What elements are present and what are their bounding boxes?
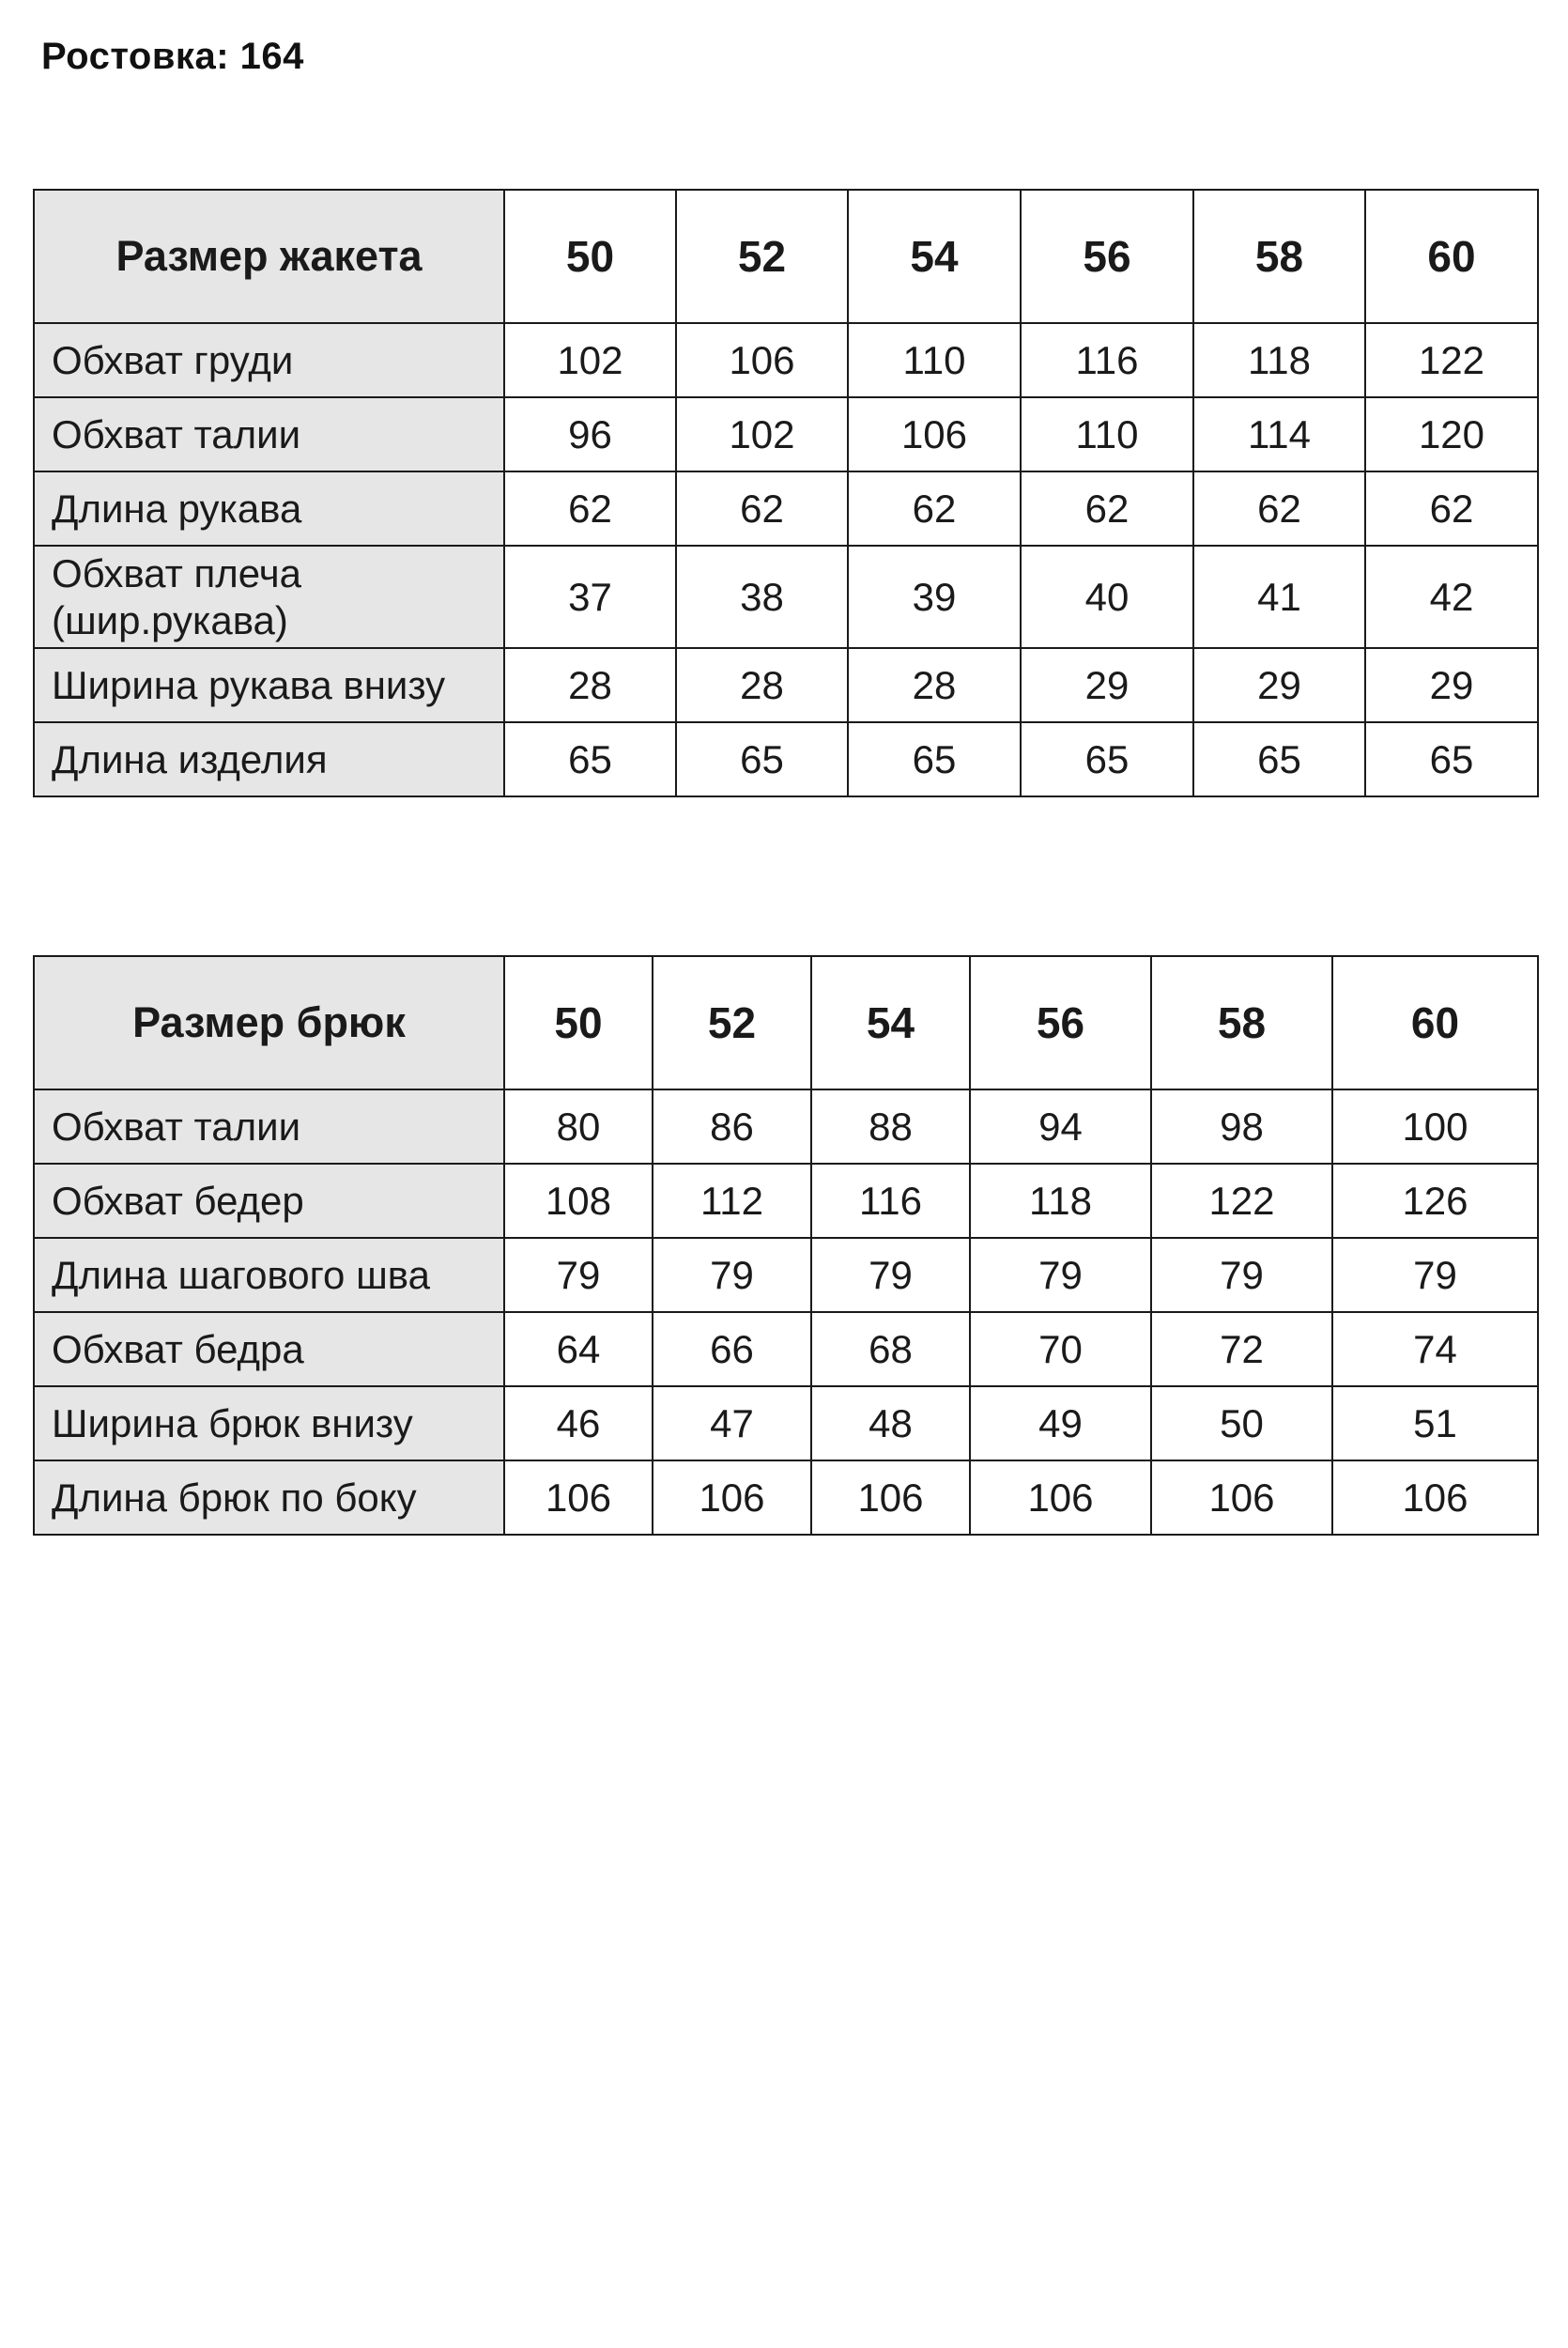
pants-measurement-cell: 86 — [653, 1089, 811, 1164]
pants-measurement-cell: 112 — [653, 1164, 811, 1238]
pants-measurement-cell: 106 — [1332, 1460, 1538, 1535]
jacket-measurement-cell: 62 — [848, 471, 1021, 546]
pants-size-table — [33, 955, 1539, 1536]
pants-table-row — [34, 1386, 1538, 1460]
pants-header-label: Размер брюк — [34, 956, 504, 1089]
jacket-measurement-cell: 116 — [1021, 323, 1193, 397]
pants-size-header: 58 — [1151, 956, 1332, 1089]
jacket-table-row — [34, 722, 1538, 796]
jacket-measurement-cell: 65 — [1021, 722, 1193, 796]
jacket-measurement-cell: 62 — [1021, 471, 1193, 546]
jacket-row-label: Длина изделия — [34, 722, 504, 796]
page-title: Ростовка: 164 — [41, 36, 304, 77]
pants-header-row — [34, 956, 1538, 1089]
pants-table-row — [34, 1312, 1538, 1386]
jacket-measurement-cell: 65 — [848, 722, 1021, 796]
jacket-size-header: 56 — [1021, 190, 1193, 323]
pants-measurement-cell: 106 — [504, 1460, 653, 1535]
jacket-measurement-cell: 41 — [1193, 546, 1365, 648]
jacket-measurement-cell: 102 — [676, 397, 848, 471]
pants-measurement-cell: 98 — [1151, 1089, 1332, 1164]
jacket-table-row — [34, 648, 1538, 722]
pants-size-header: 60 — [1332, 956, 1538, 1089]
pants-measurement-cell: 88 — [811, 1089, 970, 1164]
jacket-measurement-cell: 62 — [676, 471, 848, 546]
pants-measurement-cell: 118 — [970, 1164, 1151, 1238]
jacket-row-label: Обхват плеча (шир.рукава) — [34, 546, 504, 648]
jacket-row-label: Ширина рукава внизу — [34, 648, 504, 722]
pants-size-header: 54 — [811, 956, 970, 1089]
jacket-measurement-cell: 39 — [848, 546, 1021, 648]
jacket-measurement-cell: 110 — [848, 323, 1021, 397]
jacket-measurement-cell: 38 — [676, 546, 848, 648]
jacket-size-header: 60 — [1365, 190, 1538, 323]
pants-measurement-cell: 79 — [811, 1238, 970, 1312]
pants-measurement-cell: 108 — [504, 1164, 653, 1238]
pants-measurement-cell: 70 — [970, 1312, 1151, 1386]
pants-table-body — [34, 956, 1538, 1535]
pants-row-label: Длина брюк по боку — [34, 1460, 504, 1535]
jacket-measurement-cell: 29 — [1021, 648, 1193, 722]
pants-size-header: 56 — [970, 956, 1151, 1089]
jacket-table-row — [34, 397, 1538, 471]
jacket-measurement-cell: 65 — [1193, 722, 1365, 796]
jacket-size-header: 54 — [848, 190, 1021, 323]
pants-table-row — [34, 1238, 1538, 1312]
jacket-measurement-cell: 106 — [676, 323, 848, 397]
jacket-measurement-cell: 62 — [1365, 471, 1538, 546]
jacket-measurement-cell: 62 — [504, 471, 676, 546]
pants-measurement-cell: 80 — [504, 1089, 653, 1164]
jacket-measurement-cell: 28 — [504, 648, 676, 722]
pants-measurement-cell: 106 — [1151, 1460, 1332, 1535]
pants-measurement-cell: 116 — [811, 1164, 970, 1238]
pants-measurement-cell: 66 — [653, 1312, 811, 1386]
pants-measurement-cell: 64 — [504, 1312, 653, 1386]
jacket-measurement-cell: 120 — [1365, 397, 1538, 471]
pants-measurement-cell: 100 — [1332, 1089, 1538, 1164]
jacket-measurement-cell: 29 — [1365, 648, 1538, 722]
jacket-measurement-cell: 40 — [1021, 546, 1193, 648]
jacket-row-label: Обхват груди — [34, 323, 504, 397]
pants-measurement-cell: 50 — [1151, 1386, 1332, 1460]
jacket-measurement-cell: 65 — [1365, 722, 1538, 796]
pants-measurement-cell: 106 — [811, 1460, 970, 1535]
jacket-measurement-cell: 62 — [1193, 471, 1365, 546]
pants-table-row — [34, 1460, 1538, 1535]
pants-size-header: 50 — [504, 956, 653, 1089]
jacket-header-label: Размер жакета — [34, 190, 504, 323]
jacket-measurement-cell: 42 — [1365, 546, 1538, 648]
jacket-size-header: 52 — [676, 190, 848, 323]
pants-measurement-cell: 79 — [653, 1238, 811, 1312]
pants-measurement-cell: 106 — [653, 1460, 811, 1535]
pants-measurement-cell: 46 — [504, 1386, 653, 1460]
pants-measurement-cell: 79 — [504, 1238, 653, 1312]
pants-measurement-cell: 49 — [970, 1386, 1151, 1460]
pants-table-row — [34, 1089, 1538, 1164]
jacket-row-label: Обхват талии — [34, 397, 504, 471]
jacket-table-row — [34, 323, 1538, 397]
pants-measurement-cell: 74 — [1332, 1312, 1538, 1386]
pants-row-label: Обхват талии — [34, 1089, 504, 1164]
jacket-measurement-cell: 28 — [676, 648, 848, 722]
jacket-measurement-cell: 118 — [1193, 323, 1365, 397]
jacket-table-row — [34, 546, 1538, 648]
pants-measurement-cell: 126 — [1332, 1164, 1538, 1238]
jacket-size-table — [33, 189, 1539, 797]
pants-size-header: 52 — [653, 956, 811, 1089]
jacket-table-row — [34, 471, 1538, 546]
pants-measurement-cell: 106 — [970, 1460, 1151, 1535]
pants-measurement-cell: 51 — [1332, 1386, 1538, 1460]
jacket-header-row — [34, 190, 1538, 323]
jacket-measurement-cell: 102 — [504, 323, 676, 397]
pants-measurement-cell: 79 — [970, 1238, 1151, 1312]
pants-measurement-cell: 47 — [653, 1386, 811, 1460]
pants-table-row — [34, 1164, 1538, 1238]
pants-measurement-cell: 79 — [1151, 1238, 1332, 1312]
pants-measurement-cell: 122 — [1151, 1164, 1332, 1238]
jacket-measurement-cell: 28 — [848, 648, 1021, 722]
jacket-measurement-cell: 29 — [1193, 648, 1365, 722]
jacket-measurement-cell: 106 — [848, 397, 1021, 471]
pants-measurement-cell: 79 — [1332, 1238, 1538, 1312]
pants-measurement-cell: 72 — [1151, 1312, 1332, 1386]
pants-measurement-cell: 48 — [811, 1386, 970, 1460]
pants-row-label: Длина шагового шва — [34, 1238, 504, 1312]
jacket-measurement-cell: 37 — [504, 546, 676, 648]
jacket-measurement-cell: 110 — [1021, 397, 1193, 471]
pants-measurement-cell: 68 — [811, 1312, 970, 1386]
pants-row-label: Обхват бедер — [34, 1164, 504, 1238]
jacket-measurement-cell: 65 — [676, 722, 848, 796]
jacket-measurement-cell: 114 — [1193, 397, 1365, 471]
jacket-size-header: 50 — [504, 190, 676, 323]
pants-row-label: Обхват бедра — [34, 1312, 504, 1386]
jacket-measurement-cell: 122 — [1365, 323, 1538, 397]
pants-row-label: Ширина брюк внизу — [34, 1386, 504, 1460]
jacket-size-header: 58 — [1193, 190, 1365, 323]
jacket-row-label: Длина рукава — [34, 471, 504, 546]
jacket-measurement-cell: 96 — [504, 397, 676, 471]
pants-measurement-cell: 94 — [970, 1089, 1151, 1164]
jacket-measurement-cell: 65 — [504, 722, 676, 796]
jacket-table-body — [34, 190, 1538, 796]
